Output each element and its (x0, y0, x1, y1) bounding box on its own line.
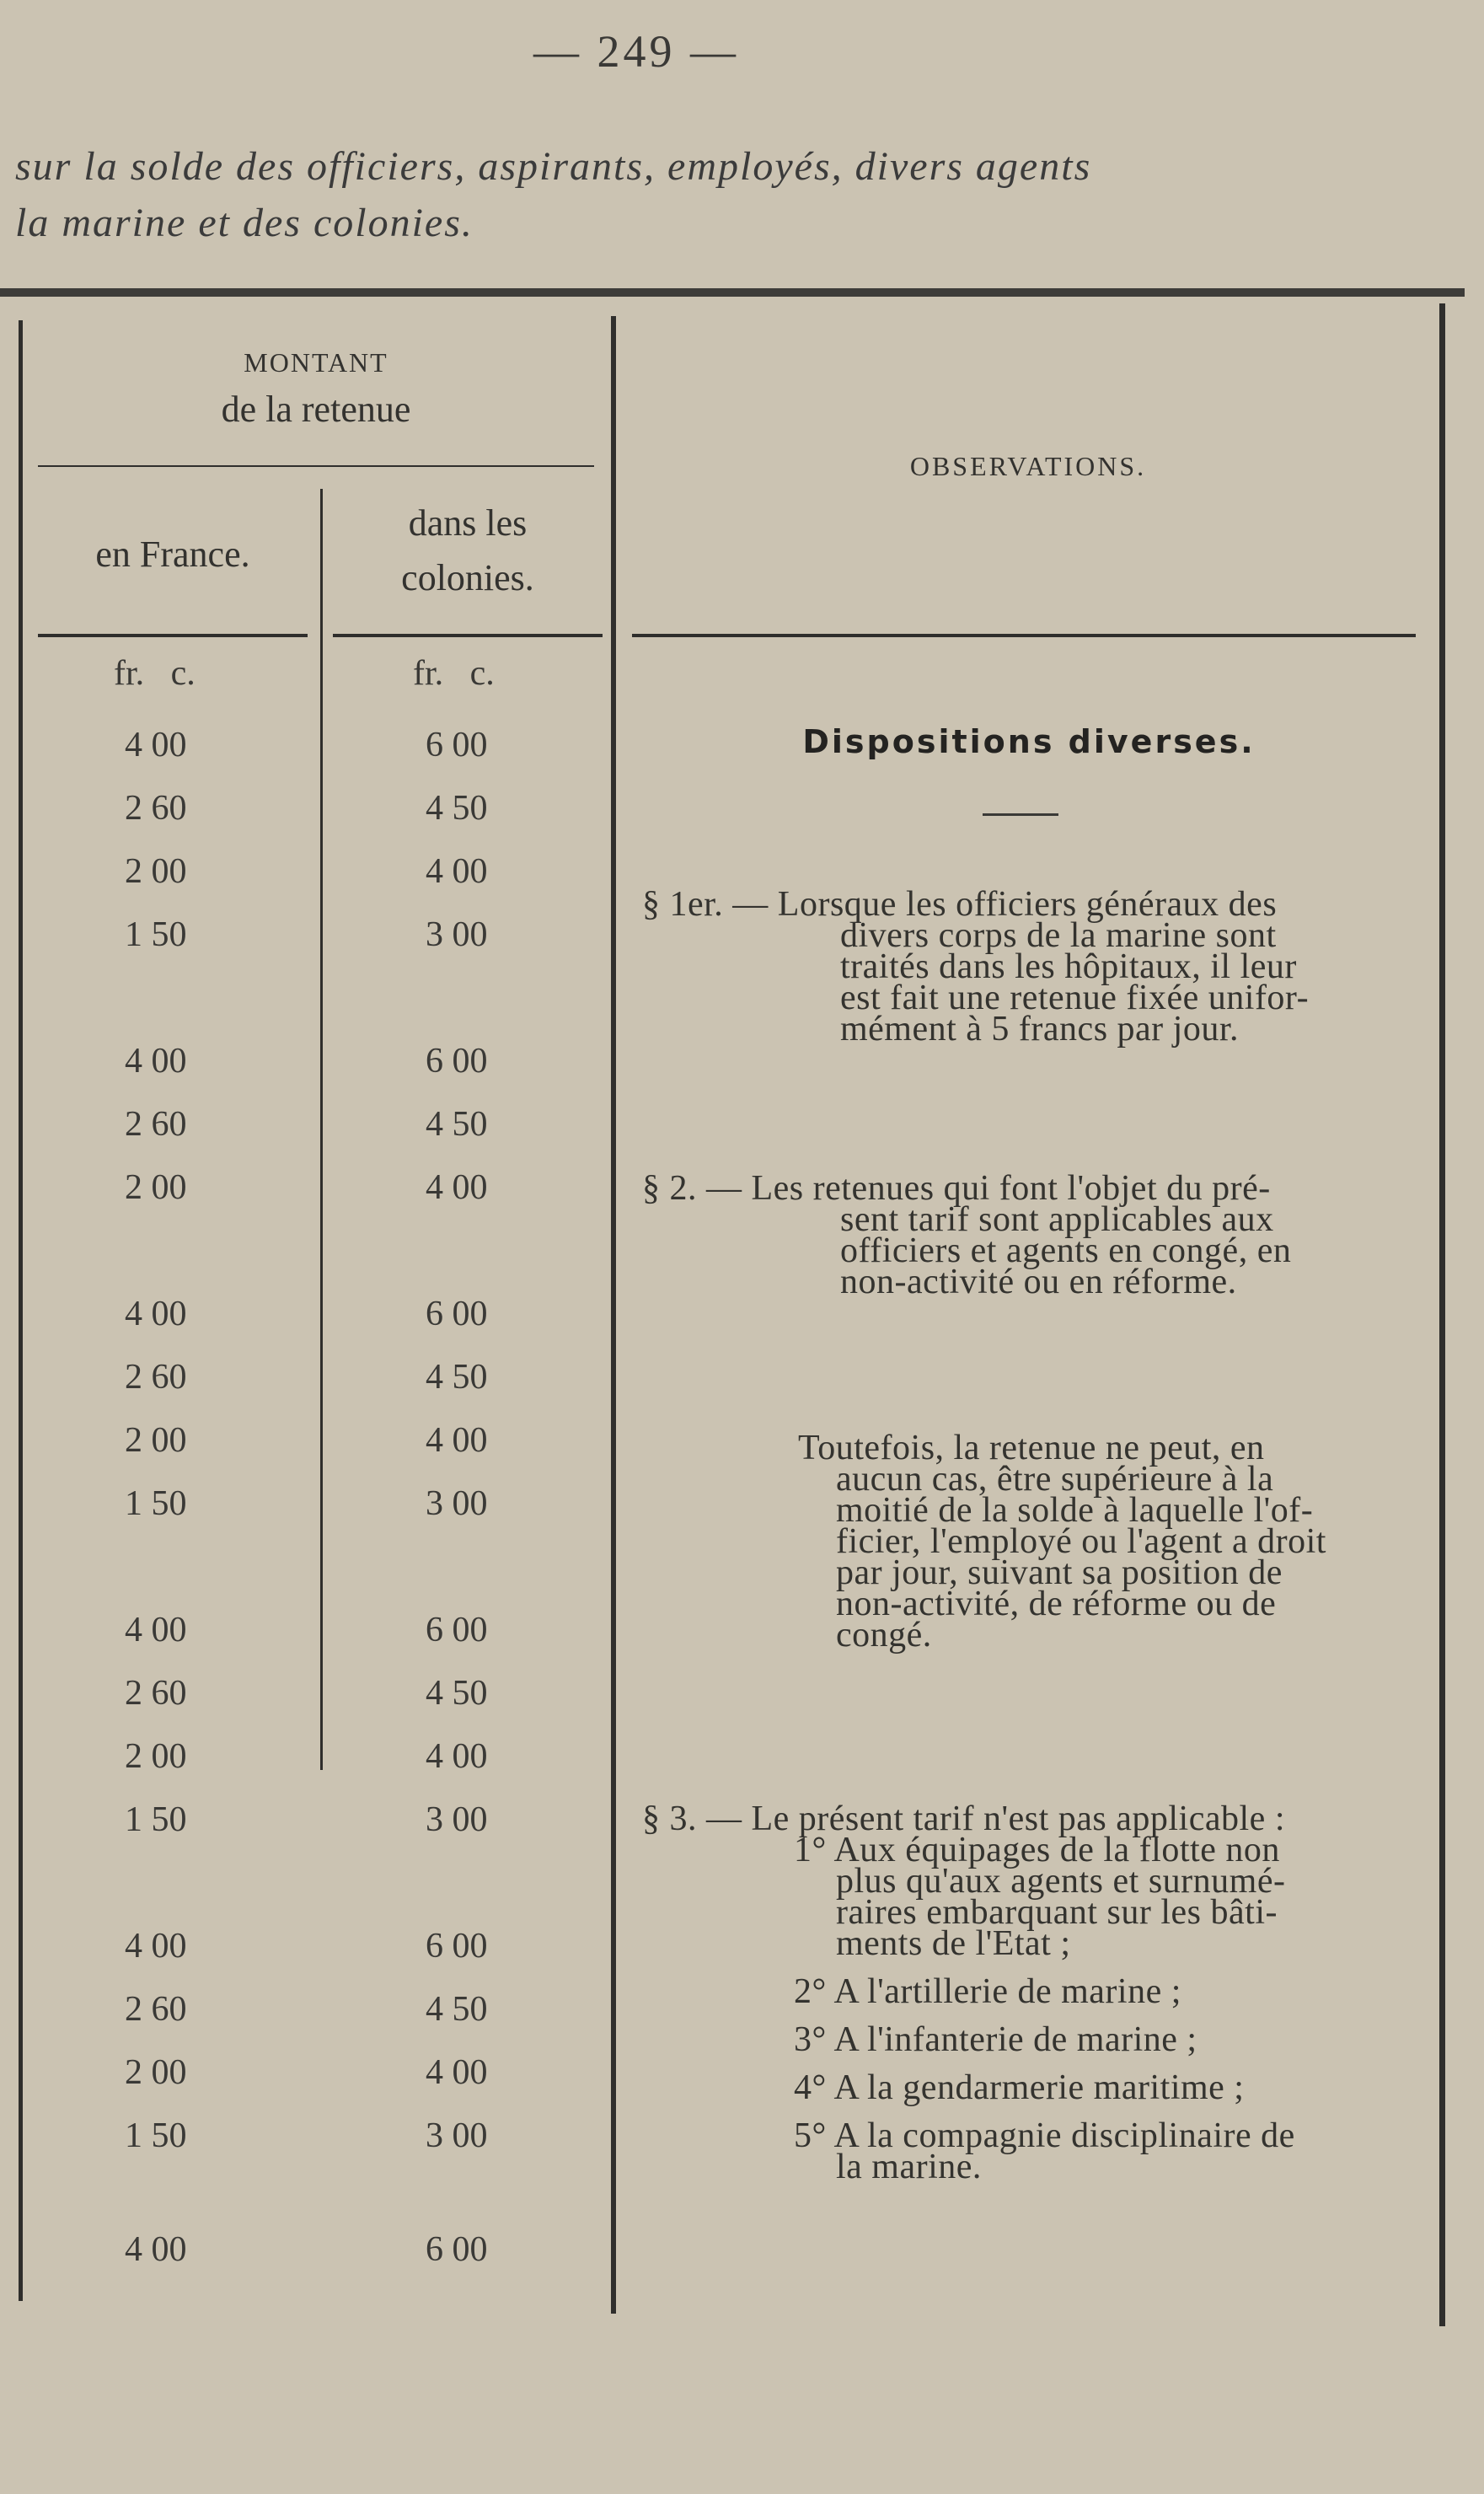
colonies-value-cell: 6 00 (426, 1927, 488, 1966)
obs-p1-line-2: divers corps de la marine sont (840, 916, 1277, 955)
units-france: fr. c. (114, 654, 196, 693)
obs-p3-line-2: aucun cas, être supérieure à la (836, 1460, 1274, 1499)
obs-p4-line-10: la marine. (836, 2148, 982, 2186)
obs-p4-line-6: 2° A l'artillerie de marine ; (794, 1972, 1181, 2011)
obs-p4-line-4: raires embarquant sur les bâti- (836, 1893, 1278, 1932)
france-value-cell: 2 60 (125, 1990, 187, 2029)
table-left-border (19, 320, 23, 2301)
colonies-value-cell: 4 00 (426, 852, 488, 891)
france-value-cell: 2 00 (125, 852, 187, 891)
obs-p4-line-5: ments de l'Etat ; (836, 1924, 1071, 1963)
colonies-value-cell: 4 00 (426, 1737, 488, 1776)
colonies-value-cell: 4 50 (426, 789, 488, 828)
france-value-cell: 1 50 (125, 915, 187, 954)
france-value-cell: 4 00 (125, 1295, 187, 1333)
france-value-cell: 4 00 (125, 726, 187, 764)
obs-p2-line-4: non-activité ou en réforme. (840, 1263, 1237, 1301)
page-number: — 249 — (533, 26, 739, 77)
obs-p4-line-8: 4° A la gendarmerie maritime ; (794, 2068, 1245, 2107)
france-value-cell: 2 00 (125, 1421, 187, 1460)
table-right-border (1439, 303, 1445, 2326)
obs-p3-line-5: par jour, suivant sa position de (836, 1553, 1283, 1592)
colonies-value-cell: 4 50 (426, 1990, 488, 2029)
obs-p1-line-3: traités dans les hôpitaux, il leur (840, 947, 1297, 986)
col-header-colonies-1: dans les (408, 502, 528, 544)
header-bottom-rule-observations (632, 634, 1416, 637)
colonies-value-cell: 4 00 (426, 2053, 488, 2092)
france-value-cell: 1 50 (125, 1800, 187, 1839)
france-value-cell: 2 60 (125, 789, 187, 828)
section-dash (983, 813, 1058, 816)
colonies-value-cell: 3 00 (426, 2116, 488, 2155)
obs-p2-line-1: § 2. — Les retenues qui font l'objet du pré- (642, 1169, 1271, 1208)
column-divider-france-colonies (320, 489, 323, 1770)
obs-p2-line-3: officiers et agents en congé, en (840, 1231, 1292, 1270)
obs-paragraph-4 (642, 1799, 1422, 2186)
col-header-colonies-2: colonies. (401, 557, 534, 598)
obs-p4-line-1: § 3. — Le présent tarif n'est pas applicable : (642, 1799, 1285, 1838)
units-colonies: fr. c. (413, 654, 495, 693)
france-value-cell: 1 50 (125, 2116, 187, 2155)
col-header-france: en France. (95, 534, 250, 575)
column-divider-amount-observations (611, 316, 616, 2314)
colonies-value-cell: 4 00 (426, 1168, 488, 1207)
obs-p4-line-9: 5° A la compagnie disciplinaire de (794, 2116, 1295, 2155)
france-value-cell: 1 50 (125, 1484, 187, 1523)
heading-line-1: sur la solde des officiers, aspirants, employés, divers agents (15, 144, 1092, 189)
colonies-value-cell: 6 00 (426, 2230, 488, 2269)
obs-p1-line-5: mément à 5 francs par jour. (840, 1010, 1239, 1049)
france-value-cell: 2 60 (125, 1358, 187, 1397)
france-value-cell: 4 00 (125, 2230, 187, 2269)
obs-p4-line-7: 3° A l'infanterie de marine ; (794, 2020, 1197, 2059)
obs-p1-line-4: est fait une retenue fixée unifor- (840, 979, 1310, 1017)
obs-p3-line-4: ficier, l'employé ou l'agent a droit (836, 1522, 1326, 1561)
colonies-value-cell: 4 00 (426, 1421, 488, 1460)
france-value-cell: 2 60 (125, 1674, 187, 1713)
obs-p1-line-1: § 1er. — Lorsque les officiers généraux des (642, 885, 1278, 924)
obs-p4-line-3: plus qu'aux agents et surnumé- (836, 1862, 1286, 1901)
colonies-value-cell: 4 50 (426, 1358, 488, 1397)
colonies-value-cell: 6 00 (426, 1295, 488, 1333)
colonies-value-cell: 4 50 (426, 1674, 488, 1713)
colonies-value-cell: 3 00 (426, 1484, 488, 1523)
obs-p3-line-6: non-activité, de réforme ou de (836, 1585, 1277, 1623)
obs-paragraph-3 (642, 1429, 1422, 1655)
france-value-cell: 2 00 (125, 2053, 187, 2092)
colonies-value-cell: 6 00 (426, 726, 488, 764)
colonies-value-cell: 6 00 (426, 1611, 488, 1649)
france-value-cell: 4 00 (125, 1927, 187, 1966)
obs-p3-line-3: moitié de la solde à laquelle l'of- (836, 1491, 1314, 1530)
obs-p4-line-2: 1° Aux équipages de la flotte non (794, 1831, 1280, 1869)
obs-p3-line-7: congé. (836, 1616, 932, 1655)
france-value-cell: 2 60 (125, 1105, 187, 1144)
header-bottom-rule-colonies (333, 634, 603, 637)
colonies-value-cell: 3 00 (426, 915, 488, 954)
obs-paragraph-2 (642, 1169, 1422, 1301)
obs-p3-line-1: Toutefois, la retenue ne peut, en (798, 1429, 1265, 1467)
france-value-cell: 4 00 (125, 1042, 187, 1081)
colonies-value-cell: 4 50 (426, 1105, 488, 1144)
colonies-value-cell: 3 00 (426, 1800, 488, 1839)
amount-header-divider (38, 465, 594, 467)
header-bottom-rule-france (38, 634, 308, 637)
montant-subheader: de la retenue (221, 389, 411, 430)
montant-header: MONTANT (244, 347, 388, 378)
observations-header: OBSERVATIONS. (909, 451, 1147, 481)
section-title: Dispositions diverses. (802, 723, 1256, 760)
obs-paragraph-1 (642, 885, 1422, 1049)
obs-p2-line-2: sent tarif sont applicables aux (840, 1200, 1274, 1239)
table-top-rule (0, 288, 1465, 297)
heading-line-2: la marine et des colonies. (15, 201, 474, 245)
colonies-value-cell: 6 00 (426, 1042, 488, 1081)
france-value-cell: 4 00 (125, 1611, 187, 1649)
france-value-cell: 2 00 (125, 1737, 187, 1776)
france-value-cell: 2 00 (125, 1168, 187, 1207)
